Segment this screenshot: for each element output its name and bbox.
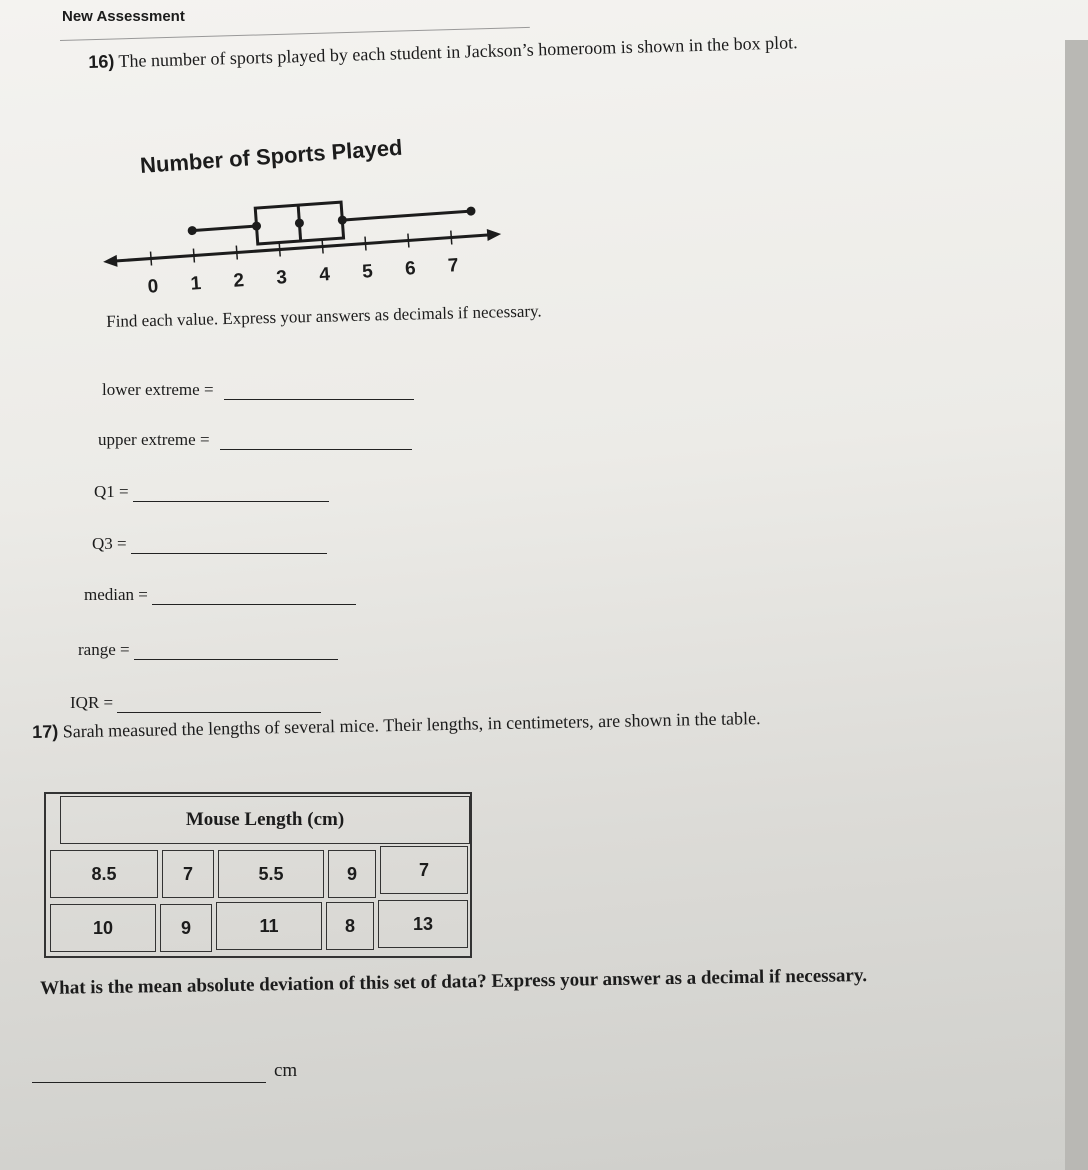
axis-tick bbox=[451, 231, 452, 245]
lower-extreme-field bbox=[102, 380, 414, 400]
table-cell: 7 bbox=[162, 850, 214, 898]
range-label: range = bbox=[78, 640, 130, 659]
axis-tick bbox=[279, 243, 280, 257]
min-point bbox=[187, 226, 197, 236]
axis-left-arrow bbox=[103, 255, 118, 268]
table-cell: 10 bbox=[50, 904, 156, 952]
table-cell: 13 bbox=[378, 900, 468, 948]
iqr-label: IQR = bbox=[70, 693, 114, 712]
question-16-prompt: The number of sports played by each student in Jackson’s homeroom is shown in the box plot. bbox=[118, 32, 798, 72]
q1-answer-blank[interactable] bbox=[133, 500, 329, 502]
q3-field bbox=[92, 534, 327, 554]
table-cell: 8.5 bbox=[50, 850, 158, 898]
mouse-length-table bbox=[44, 792, 472, 958]
axis-tick bbox=[408, 234, 409, 248]
upper-whisker bbox=[342, 211, 471, 220]
chart-title: Number of Sports Played bbox=[139, 134, 404, 179]
question-17-prompt: Sarah measured the lengths of several mice. Their lengths, in centimeters, are shown in the table. bbox=[62, 708, 761, 742]
question-16-instruction: Find each value. Express your answers as decimals if necessary. bbox=[106, 301, 542, 331]
q3-label: Q3 = bbox=[92, 534, 127, 553]
axis-line bbox=[113, 235, 491, 261]
assessment-title: New Assessment bbox=[62, 8, 185, 25]
page-edge-shadow bbox=[1065, 40, 1088, 1170]
upper-extreme-field bbox=[98, 430, 412, 450]
table-cell: 8 bbox=[326, 902, 374, 950]
axis-tick bbox=[236, 246, 237, 260]
number-line-axis bbox=[103, 227, 504, 300]
iqr-field bbox=[70, 693, 321, 713]
upper-extreme-answer-blank[interactable] bbox=[220, 448, 412, 450]
lower-extreme-label: lower extreme = bbox=[102, 380, 214, 399]
tick-label: 6 bbox=[404, 258, 417, 280]
axis-tick bbox=[322, 240, 323, 254]
mad-answer-blank[interactable] bbox=[32, 1082, 266, 1083]
tick-label: 3 bbox=[275, 267, 288, 289]
box-plot bbox=[100, 120, 520, 300]
question-16-number: 16) bbox=[88, 51, 115, 72]
table-cell: 9 bbox=[328, 850, 376, 898]
median-point bbox=[295, 218, 305, 228]
q1-point bbox=[252, 221, 262, 231]
tick-label: 0 bbox=[147, 276, 160, 298]
q1-field bbox=[94, 482, 329, 502]
upper-extreme-label: upper extreme = bbox=[98, 430, 210, 449]
tick-label: 5 bbox=[361, 261, 374, 283]
table-cell: 7 bbox=[380, 846, 468, 894]
table-cell: 9 bbox=[160, 904, 212, 952]
max-point bbox=[466, 206, 476, 216]
tick-label: 1 bbox=[189, 273, 202, 295]
iqr-answer-blank[interactable] bbox=[117, 711, 321, 713]
table-cell: 11 bbox=[216, 902, 322, 950]
axis-tick bbox=[193, 249, 194, 263]
box-plot-marks bbox=[186, 193, 476, 249]
median-label: median = bbox=[84, 585, 148, 604]
table-cell: 5.5 bbox=[218, 850, 324, 898]
lower-extreme-answer-blank[interactable] bbox=[224, 398, 414, 400]
median-field bbox=[84, 585, 356, 605]
axis-tick bbox=[151, 252, 152, 266]
answer-unit: cm bbox=[274, 1060, 298, 1081]
lower-whisker bbox=[192, 226, 256, 230]
axis-tick bbox=[365, 237, 366, 251]
axis-right-arrow bbox=[487, 228, 502, 241]
q3-point bbox=[338, 215, 348, 225]
question-17-mad-prompt: What is the mean absolute deviation of this set of data? Express your answer as a decimal if necessary. bbox=[40, 965, 868, 999]
question-17-number: 17) bbox=[32, 721, 59, 742]
range-answer-blank[interactable] bbox=[134, 658, 338, 660]
q3-answer-blank[interactable] bbox=[131, 552, 327, 554]
median-answer-blank[interactable] bbox=[152, 603, 356, 605]
range-field bbox=[78, 640, 338, 660]
tick-label: 2 bbox=[232, 270, 245, 292]
tick-label: 7 bbox=[447, 255, 460, 277]
table-title: Mouse Length (cm) bbox=[60, 796, 470, 844]
tick-label: 4 bbox=[318, 264, 331, 286]
q1-label: Q1 = bbox=[94, 482, 129, 501]
